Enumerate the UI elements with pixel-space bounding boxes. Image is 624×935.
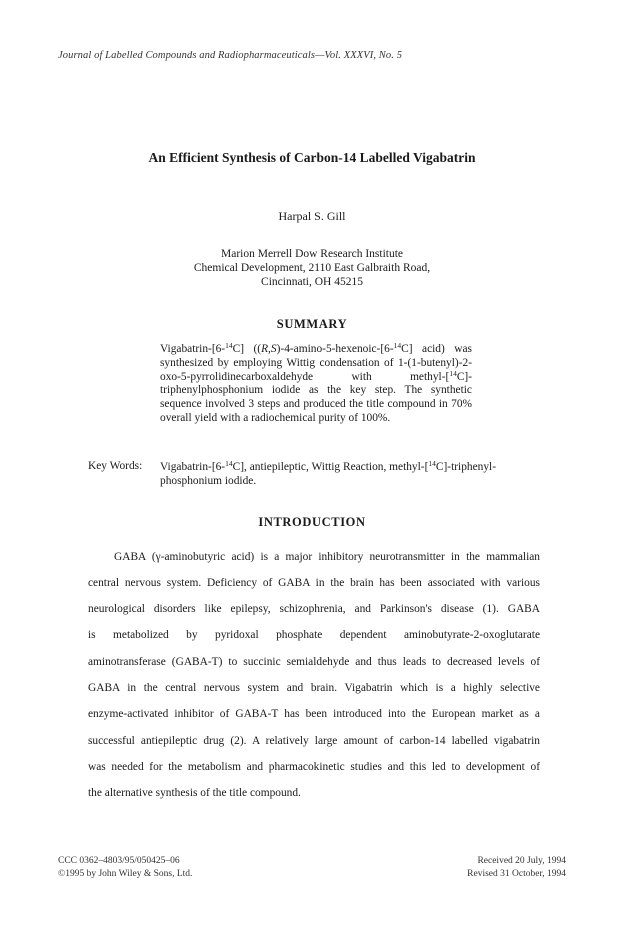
- intro-line: neurological disorders like epilepsy, schizophrenia, and Parkinson's disease (1). GABA: [88, 603, 540, 615]
- summary-fragment: Vigabatrin-[6-: [160, 343, 226, 355]
- intro-line: is metabolized by pyridoxal phosphate dependent aminobutyrate-2-oxoglutarate: [88, 629, 540, 641]
- isotope-superscript: 14: [428, 459, 436, 468]
- intro-line: GABA in the central nervous system and brain. Vigabatrin which is a highly selective: [88, 682, 540, 694]
- copyright-notice: ©1995 by John Wiley & Sons, Ltd.: [58, 869, 193, 879]
- stereo-descriptor: R,S: [261, 343, 277, 355]
- intro-line: central nervous system. Deficiency of GABA in the brain has been associated with various: [88, 577, 540, 589]
- paper-title: An Efficient Synthesis of Carbon-14 Labelled Vigabatrin: [148, 150, 476, 165]
- keywords-label: Key Words:: [88, 460, 143, 472]
- summary-heading: SUMMARY: [276, 317, 348, 331]
- ccc-code: CCC 0362–4803/95/050425–06: [58, 856, 180, 866]
- affiliation: [0, 247, 624, 289]
- affiliation-line: Cincinnati, OH 45215: [261, 276, 363, 288]
- footer-right: [467, 855, 566, 881]
- introduction-heading: INTRODUCTION: [258, 515, 366, 529]
- isotope-superscript: 14: [225, 459, 233, 468]
- summary-fragment: C] ((: [232, 343, 262, 355]
- intro-line: enzyme-activated inhibitor of GABA-T has been introduced into the European market as a: [88, 708, 540, 720]
- keywords-fragment: C], antiepileptic, Wittig Reaction, methyl-[: [232, 461, 429, 473]
- keywords-text: [160, 460, 530, 488]
- keywords-fragment: C]-triphenyl-phosphonium iodide.: [160, 461, 496, 487]
- summary-fragment: )-4-amino-5-hexenoic-[6-: [276, 343, 394, 355]
- intro-line: successful antiepileptic drug (2). A relatively large amount of carbon-14 labelled vigabatrin: [88, 735, 540, 747]
- isotope-superscript: 14: [225, 341, 233, 350]
- journal-header: Journal of Labelled Compounds and Radiopharmaceuticals—Vol. XXXVI, No. 5: [58, 50, 403, 61]
- keywords-fragment: Vigabatrin-[6-: [160, 461, 226, 473]
- summary-text: [160, 343, 472, 426]
- received-date: Received 20 July, 1994: [477, 856, 566, 866]
- summary-fragment: C] acid) was synthesized by employing Wittig condensation of 1-(1-butenyl)-2-oxo-5-pyrrolidinecarboxaldehyde with methyl-[: [160, 343, 472, 383]
- author-name: Harpal S. Gill: [278, 209, 346, 223]
- isotope-superscript: 14: [393, 341, 402, 350]
- affiliation-line: Chemical Development, 2110 East Galbraith Road,: [193, 262, 431, 274]
- intro-line: aminotransferase (GABA-T) to succinic semialdehyde and thus leads to decreased levels of: [88, 656, 540, 668]
- affiliation-line: Marion Merrell Dow Research Institute: [220, 248, 404, 260]
- intro-line: the alternative synthesis of the title compound.: [88, 787, 301, 799]
- revised-date: Revised 31 October, 1994: [467, 869, 566, 879]
- isotope-superscript: 14: [449, 368, 457, 378]
- intro-line: was needed for the metabolism and pharmacokinetic studies and this led to development of: [88, 761, 540, 773]
- summary-fragment: C]-triphenylphosphonium iodide as the key step. The synthetic sequence involved 3 steps and produced the title compound in 70% overall yield with a radiochemical purity of 100%.: [160, 370, 472, 424]
- footer-left: [58, 855, 192, 881]
- intro-line: GABA (γ-aminobutyric acid) is a major inhibitory neurotransmitter in the mammalian: [114, 551, 540, 563]
